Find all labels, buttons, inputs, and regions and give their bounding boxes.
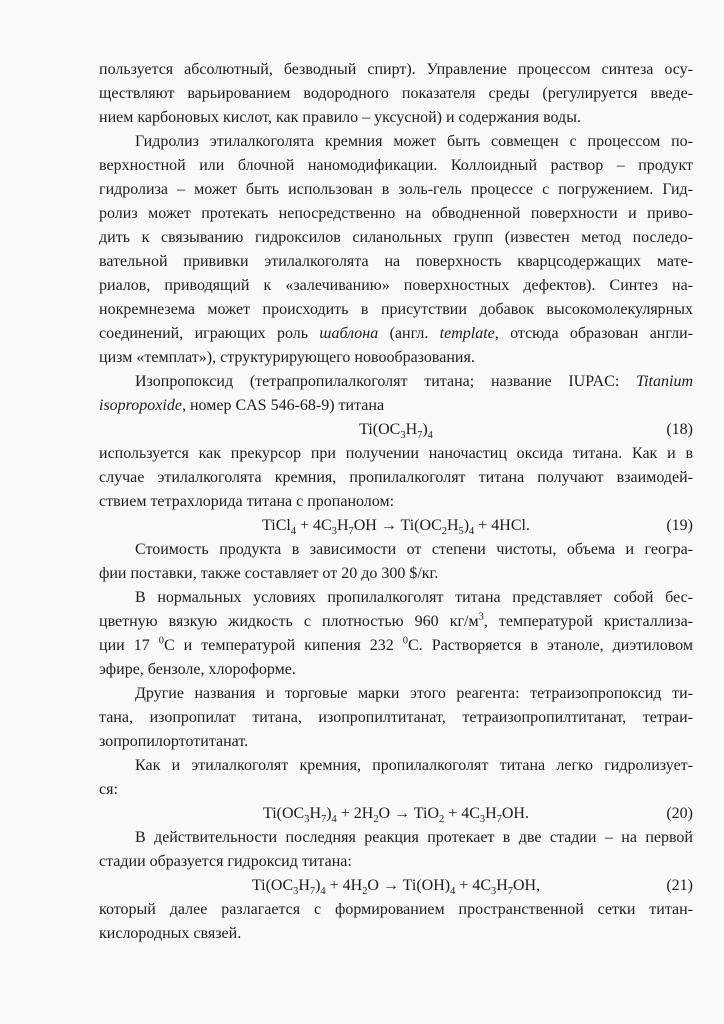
text-line: В действительности последняя реакция протекает в две стадии – на первой: [135, 829, 693, 846]
text-line: Как и этилалкоголят кремния, пропилалкоголят титана легко гидролизует-: [135, 757, 693, 774]
equation-formula: TiCl$_4$ + $4C_3H_7OH \to Ti(OC_2H_5)_4 + 4HCl$.: [262, 517, 530, 538]
equation-formula: $Ti(OC_3H_7)_4$: [359, 421, 433, 442]
text-line: цветную вязкую жидкость с плотностью 960 $кг/м^3$, температурой кристаллиза-: [99, 611, 693, 630]
text-line: используется как прекурсор при получении наночастиц оксида титана. Как и в: [99, 445, 693, 462]
text-line: Изопропоксид (тетрапропилалкоголят титана; название IUPAC: Titanium: [135, 373, 693, 390]
text-line: тана, изопропилат титана, изопропилтитанат, тетраизопропилтитанат, тетраи-: [99, 709, 693, 726]
equation-number: (19): [666, 517, 693, 534]
text-line: isopropoxide, номер CAS 546-68-9) титана: [99, 397, 385, 414]
text-line: пользуется абсолютный, безводный спирт). Управление процессом синтеза осу-: [99, 61, 693, 78]
text-line: эфире, бензоле, хлороформе.: [99, 661, 296, 678]
text-line: ся:: [99, 781, 118, 798]
text-line: риалов, приводящий к «залечиванию» поверхностных дефектов). Синтез на-: [99, 277, 693, 294]
text-line: стадии образуется гидроксид титана:: [99, 853, 352, 870]
equation-line: [99, 874, 693, 898]
text-line: Гидролиз этилалкоголята кремния может быть совмещен с процессом по-: [135, 133, 693, 150]
text-line: ществляют варьированием водородного показателя среды (регулируется введе-: [99, 85, 693, 102]
text-line: вательной прививки этилалкоголята на поверхность кварцсодержащих мате-: [99, 253, 693, 270]
text-line: гидролиза – может быть использован в золь-гель процессе с погружением. Гид-: [99, 181, 693, 198]
text-content: [99, 58, 693, 946]
text-line: соединений, играющих роль шаблона (англ. template, отсюда образован англи-: [99, 325, 693, 342]
equation-number: (20): [666, 805, 693, 822]
text-line: ции 17 $^0$С и температурой кипения 232 $^0$С. Растворяется в этаноле, диэтиловом: [99, 635, 693, 654]
equation-number: (18): [666, 421, 693, 438]
text-line: дить к связыванию гидроксилов силанольных групп (известен метод последо-: [99, 229, 693, 246]
text-line: Другие названия и торговые марки этого реагента: тетраизопропоксид ти-: [135, 685, 693, 702]
text-line: нокремнезема может происходить в присутствии добавок высокомолекулярных: [99, 301, 693, 318]
text-line: верхностной или блочной наномодификации. Коллоидный раствор – продукт: [99, 157, 693, 174]
equation-line: [99, 802, 693, 826]
text-line: В нормальных условиях пропилалкоголят титана представляет собой бес-: [135, 589, 693, 606]
equation-number: (21): [666, 877, 693, 894]
equation-line: [99, 514, 693, 538]
text-line: ствием тетрахлорида титана с пропанолом:: [99, 493, 395, 510]
text-line: зопропилортотитанат.: [99, 733, 249, 750]
equation-line: [99, 418, 693, 442]
equation-formula: $Ti(OC_3H_7)_4 + 4H_2O \to Ti(OH)_4 + 4C_3H_7OH$,: [251, 877, 541, 898]
text-line: кислородных связей.: [99, 925, 242, 942]
text-line: случае этилалкоголята кремния, пропилалкоголят титана получают взаимодей-: [99, 469, 693, 486]
text-line: нием карбоновых кислот, как правило – уксусной) и содержания воды.: [99, 109, 581, 126]
text-line: цизм «темплат»), структурирующего новообразования.: [99, 349, 475, 366]
text-line: фии поставки, также составляет от 20 до 300 $/кг.: [99, 565, 439, 582]
text-line: который далее разлагается с формированием пространственной сетки титан-: [99, 901, 693, 918]
text-line: ролиз может протекать непосредственно на обводненной поверхности и приво-: [99, 205, 693, 222]
text-line: Стоимость продукта в зависимости от степени чистоты, объема и геогра-: [135, 541, 693, 558]
equation-formula: $Ti(OC_3H_7)_4 + 2H_2O \to TiO_2 + 4C_3H_7OH$.: [263, 805, 529, 826]
